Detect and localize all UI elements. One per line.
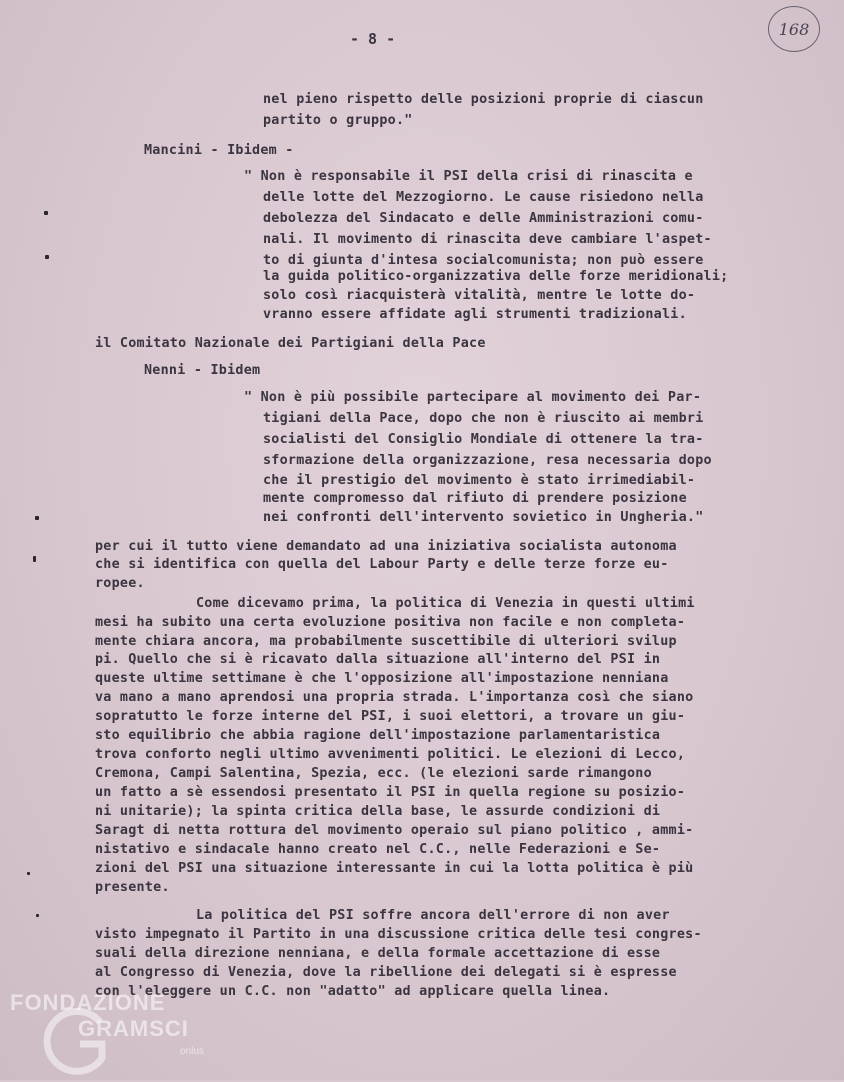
margin-mark — [44, 211, 48, 215]
watermark-top-text: FONDAZIONE — [10, 990, 166, 1015]
text-line: la guida politico-organizzativa delle forze meridionali; — [263, 269, 729, 284]
text-line: pi. Quello che si è ricavato dalla situazione all'interno del PSI in — [95, 652, 661, 667]
text-line: che il prestigio del movimento è stato irrimediabil- — [263, 473, 696, 488]
text-line: " Non è responsabile il PSI della crisi di rinascita e — [244, 169, 693, 184]
text-line: delle lotte del Mezzogiorno. Le cause risiedono nella — [263, 190, 704, 205]
text-line: trova conforto negli ultimo avvenimenti politici. Le elezioni di Lecco, — [95, 747, 686, 762]
text-line: zioni del PSI una situazione interessante in cui la lotta politica è più — [95, 861, 694, 876]
text-line: visto impegnato il Partito in una discussione critica delle tesi congres- — [95, 927, 702, 942]
text-line: vranno essere affidate agli strumenti tradizionali. — [263, 307, 687, 322]
margin-mark — [33, 556, 36, 562]
text-line: nistativo e sindacale hanno creato nel C.C., nelle Federazioni e Se- — [95, 842, 661, 857]
text-line: debolezza del Sindacato e delle Amministrazioni comu- — [263, 211, 704, 226]
text-line: mente compromesso dal rifiuto di prendere posizione — [263, 491, 687, 506]
text-line: ni unitarie); la spinta critica della base, le assurde condizioni di — [95, 804, 661, 819]
margin-mark — [36, 914, 39, 917]
speaker-heading: Nenni - Ibidem — [144, 363, 261, 378]
text-line: tigiani della Pace, dopo che non è riuscito ai membri — [263, 411, 704, 426]
margin-mark — [35, 516, 39, 520]
text-line: un fatto a sè essendosi presentato il PSI in quella regione su posizio- — [95, 785, 686, 800]
text-line: con l'eleggere un C.C. non "adatto" ad applicare quella linea. — [95, 984, 611, 999]
text-line: nei confronti dell'intervento sovietico in Ungheria." — [263, 510, 704, 525]
text-line: mente chiara ancora, ma probabilmente suscettibile di ulteriori svilup — [95, 634, 677, 649]
text-line: va mano a mano aprendosi una propria strada. L'importanza così che siano — [95, 690, 694, 705]
page-number: - 8 - — [350, 30, 396, 48]
text-line: socialisti del Consiglio Mondiale di ottenere la tra- — [263, 432, 704, 447]
text-line: mesi ha subito una certa evoluzione positiva non facile e non completa- — [95, 615, 686, 630]
text-line: Come dicevamo prima, la politica di Venezia in questi ultimi — [196, 596, 695, 611]
margin-mark — [27, 872, 30, 875]
text-line: presente. — [95, 880, 170, 895]
text-line: al Congresso di Venezia, dove la ribellione dei delegati si è espresse — [95, 965, 677, 980]
section-heading: il Comitato Nazionale dei Partigiani della Pace — [95, 336, 486, 351]
text-line: Saragt di netta rottura del movimento operaio sul piano politico , ammi- — [95, 823, 694, 838]
archive-stamp: 168 — [768, 6, 820, 52]
text-line: partito o gruppo." — [263, 113, 413, 128]
text-line: La politica del PSI soffre ancora dell'errore di non aver — [196, 908, 670, 923]
text-line: nali. Il movimento di rinascita deve cambiare l'aspet- — [263, 232, 712, 247]
margin-mark — [45, 255, 49, 259]
text-line: che si identifica con quella del Labour Party e delle terze forze eu- — [95, 557, 669, 572]
text-line: ropee. — [95, 576, 145, 591]
text-line: to di giunta d'intesa socialcomunista; non può essere — [263, 253, 704, 268]
speaker-heading: Mancini - Ibidem - — [144, 143, 294, 158]
text-line: sto equilibrio che abbia ragione dell'impostazione parlamentaristica — [95, 728, 661, 743]
text-line: sformazione della organizzazione, resa necessaria dopo — [263, 453, 712, 468]
text-line: per cui il tutto viene demandato ad una iniziativa socialista autonoma — [95, 539, 677, 554]
text-line: nel pieno rispetto delle posizioni proprie di ciascun — [263, 92, 704, 107]
text-line: sopratutto le forze interne del PSI, i suoi elettori, a trovare un giu- — [95, 709, 686, 724]
watermark-onlus-text: onlus — [180, 1046, 204, 1057]
text-line: " Non è più possibile partecipare al movimento dei Par- — [244, 390, 702, 405]
text-line: queste ultime settimane è che l'opposizione all'impostazione nenniana — [95, 671, 669, 686]
text-line: Cremona, Campi Salentina, Spezia, ecc. (le elezioni sarde rimangono — [95, 766, 652, 781]
text-line: solo così riacquisterà vitalità, mentre le lotte do- — [263, 288, 696, 303]
text-line: suali della direzione nenniana, e della formale accettazione di esse — [95, 946, 661, 961]
watermark-bottom-text: GRAMSCI — [78, 1016, 189, 1041]
fondazione-gramsci-watermark — [4, 988, 214, 1078]
